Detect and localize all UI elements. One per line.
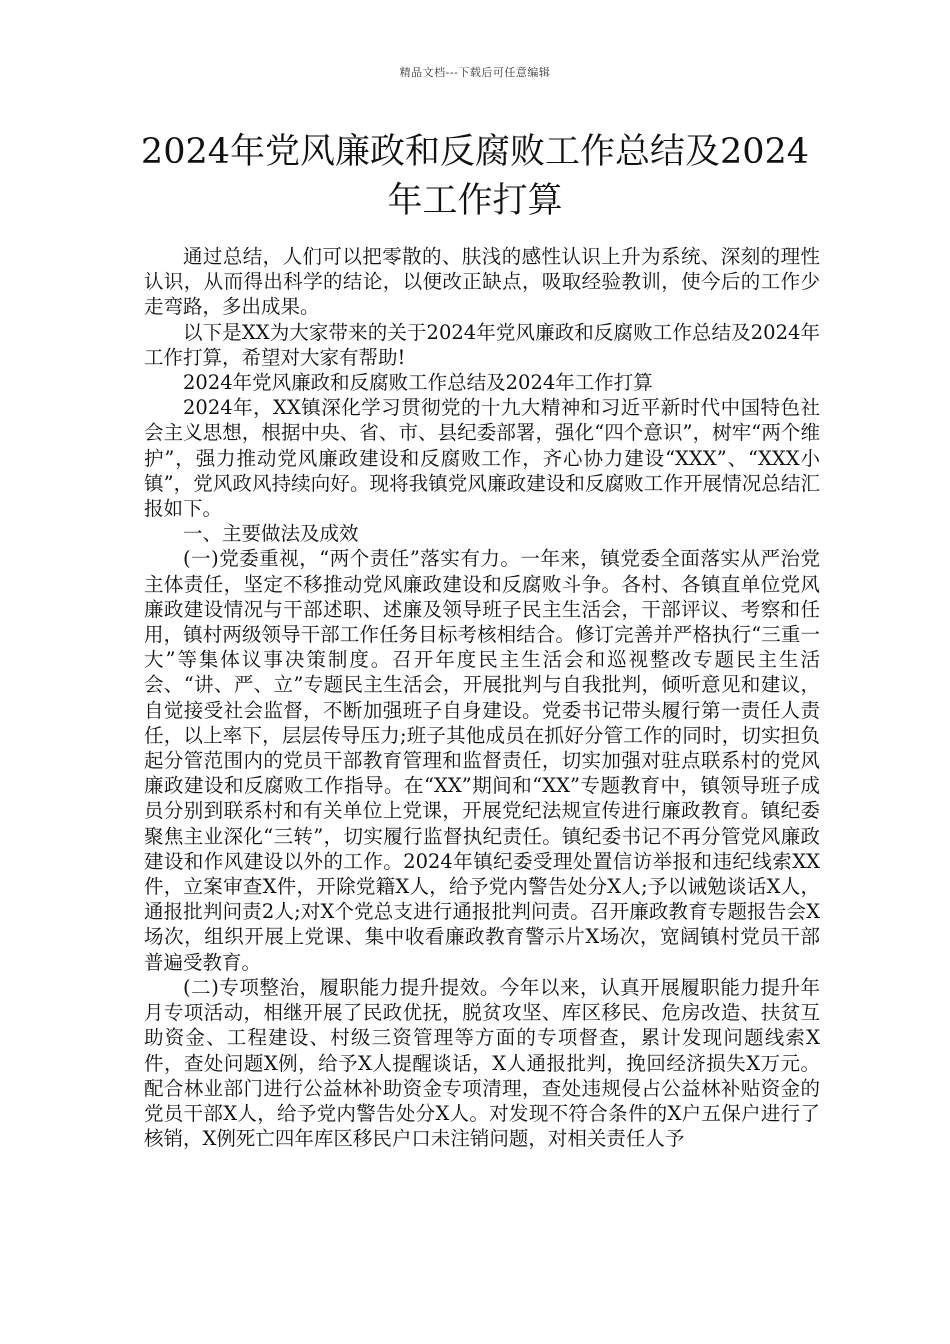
paragraph-intro: 通过总结，人们可以把零散的、肤浅的感性认识上升为系统、深刻的理性认识，从而得出科学的结论，以便改正缺点，吸取经验教训，使今后的工作少走弯路，多出成果。	[144, 245, 820, 319]
paragraph-overview: 2024年，XX镇深化学习贯彻党的十九大精神和习近平新时代中国特色社会主义思想，根据中央、省、市、县纪委部署，强化“四个意识”，树牢“两个维护”，强力推动党风廉政建设和反腐败工作，齐心协力建设“XXX”、“XXX小镇”，党风政风持续向好。现将我镇党风廉政建设和反腐败工作开展情况总结汇报如下。	[144, 396, 820, 521]
paragraph-subtitle: 2024年党风廉政和反腐败工作总结及2024年工作打算	[183, 371, 653, 395]
paragraph-section-2: (二)专项整治，履职能力提升提效。今年以来，认真开展履职能力提升年月专项活动，相继开展了民政优抚，脱贫攻坚、库区移民、危房改造、扶贫互助资金、工程建设、村级三资管理等方面的专项督查，累计发现问题线索X件，查处问题X例，给予X人提醒谈话，X人通报批判，挽回经济损失X万元。配合林业部门进行公益林补助资金专项清理，查处违规侵占公益林补贴资金的党员干部X人，给予党内警告处分X人。对发现不符合条件的X户五保户进行了核销，X例死亡四年库区移民户口未注销问题，对相关责任人予	[144, 975, 820, 1151]
paragraph-section-1: (一)党委重视，“两个责任”落实有力。一年来，镇党委全面落实从严治党主体责任，坚定不移推动党风廉政建设和反腐败斗争。各村、各镇直单位党风廉政建设情况与干部述职、述廉及领导班子民主生活会，干部评议、考察和任用，镇村两级领导干部工作任务目标考核相结合。修订完善并严格执行“三重一大”等集体议事决策制度。召开年度民主生活会和巡视整改专题民主生活会、“讲、严、立”专题民主生活会，开展批判与自我批判，倾听意见和建议，自觉接受社会监督，不断加强班子自身建设。党委书记带头履行第一责任人责任，以上率下，层层传导压力;班子其他成员在抓好分管工作的同时，切实担负起分管范围内的党员干部教育管理和监督责任，切实加强对驻点联系村的党风廉政建设和反腐败工作指导。在“XX”期间和“XX”专题教育中，镇领导班子成员分别到联系村和有关单位上党课，开展党纪法规宣传进行廉政教育。镇纪委聚焦主业深化“三转”，切实履行监督执纪责任。镇纪委书记不再分管党风廉政建设和作风建设以外的工作。2024年镇纪委受理处置信访举报和违纪线索XX件，立案审查X件，开除党籍X人，给予党内警告处分X人;予以诫勉谈话X人，通报批判问责2人;对X个党总支进行通报批判问责。召开廉政教育专题报告会X场次，组织开展上党课、集中收看廉政教育警示片X场次，宽阔镇村党员干部普遍受教育。	[144, 547, 820, 974]
section-heading: 一、主要做法及成效	[183, 522, 359, 546]
header-note: 精品文档---下载后可任意编辑	[399, 66, 551, 79]
document-title: 2024年党风廉政和反腐败工作总结及2024年工作打算	[140, 132, 810, 221]
paragraph-lead: 以下是XX为大家带来的关于2024年党风廉政和反腐败工作总结及2024年工作打算，希望对大家有帮助!	[144, 320, 820, 369]
document-body	[144, 244, 820, 1151]
